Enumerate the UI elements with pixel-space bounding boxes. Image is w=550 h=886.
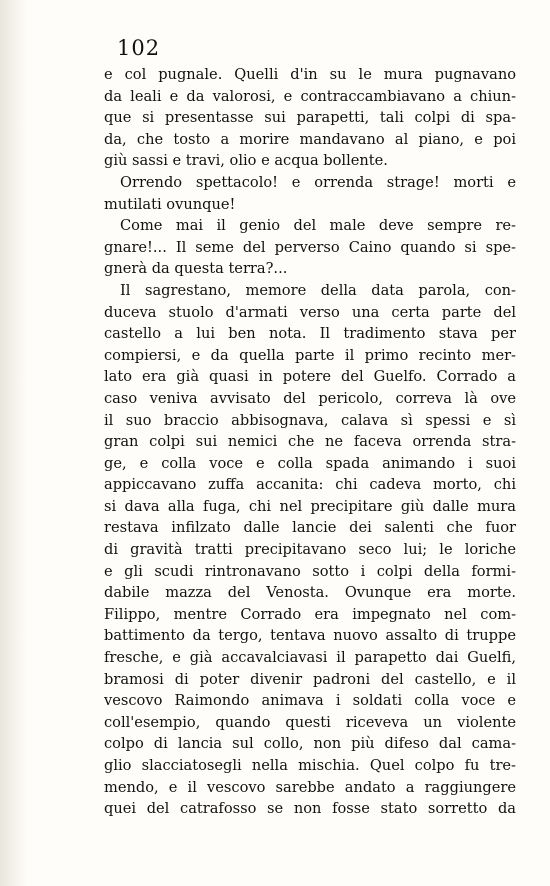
text-line: glio slacciatosegli nella mischia. Quel colpo fu tre-: [104, 757, 516, 774]
text-line: appiccavano zuffa accanita: chi cadeva morto, chi: [104, 476, 516, 494]
text-line: da, che tosto a morire mandavano al piano, e poi: [104, 130, 516, 148]
text-line: mendo, e il vescovo sarebbe andato a raggiungere: [104, 778, 516, 796]
text-line: caso veniva avvisato del pericolo, correva là ove: [104, 389, 516, 407]
text-line: il suo braccio abbisognava, calava sì spessi e sì: [104, 411, 516, 429]
text-line: gnare!... Il seme del perverso Caino quando si spe-: [104, 238, 516, 256]
text-line: di gravità tratti precipitavano seco lui; le loriche: [104, 541, 516, 559]
page-number: 102: [117, 36, 161, 60]
text-line: Orrendo spettacolo! e orrenda strage! morti e: [120, 173, 516, 191]
text-line: giù sassi e travi, olio e acqua bollente.: [104, 152, 388, 170]
text-line: castello a lui ben nota. Il tradimento stava per: [104, 325, 516, 343]
text-line: colpo di lancia sul collo, non più difeso dal cama-: [104, 735, 516, 753]
text-line: Filippo, mentre Corrado era impegnato nel com-: [104, 605, 516, 623]
text-line: duceva stuolo d'armati verso una certa parte del: [104, 303, 516, 321]
text-line: restava infilzato dalle lancie dei salenti che fuor: [104, 519, 516, 537]
body-text: [104, 64, 516, 820]
text-line: que si presentasse sui parapetti, tali colpi di spa-: [104, 109, 516, 127]
text-line: mutilati ovunque!: [104, 195, 236, 213]
text-line: bramosi di poter divenir padroni del castello, e il: [104, 670, 516, 688]
text-line: fresche, e già accavalciavasi il parapetto dai Guelfi,: [104, 649, 516, 667]
text-line: e col pugnale. Quelli d'in su le mura pugnavano: [104, 66, 516, 83]
text-line: si dava alla fuga, chi nel precipitare giù dalle mura: [104, 497, 516, 515]
page-gutter-shadow: [0, 0, 28, 886]
text-line: compiersi, e da quella parte il primo recinto mer-: [104, 346, 516, 364]
text-line: vescovo Raimondo animava i soldati colla voce e: [104, 692, 516, 710]
text-line: e gli scudi rintronavano sotto i colpi della formi-: [104, 562, 516, 580]
text-line: quei del catrafosso se non fosse stato sorretto da: [104, 800, 516, 818]
text-line: da leali e da valorosi, e contraccambiavano a chiun-: [104, 87, 516, 105]
text-line: coll'esempio, quando questi riceveva un violente: [104, 713, 516, 731]
text-line: gran colpi sui nemici che ne faceva orrenda stra-: [104, 433, 516, 451]
text-line: Il sagrestano, memore della data parola, con-: [120, 281, 516, 299]
text-line: lato era già quasi in potere del Guelfo. Corrado a: [104, 368, 516, 386]
text-line: Come mai il genio del male deve sempre re-: [120, 217, 516, 235]
text-line: battimento da tergo, tentava nuovo assalto di truppe: [104, 627, 516, 645]
text-line: ge, e colla voce e colla spada animando i suoi: [104, 454, 516, 472]
text-line: dabile mazza del Venosta. Ovunque era morte.: [104, 584, 516, 602]
text-line: gnerà da questa terra?...: [104, 260, 288, 278]
